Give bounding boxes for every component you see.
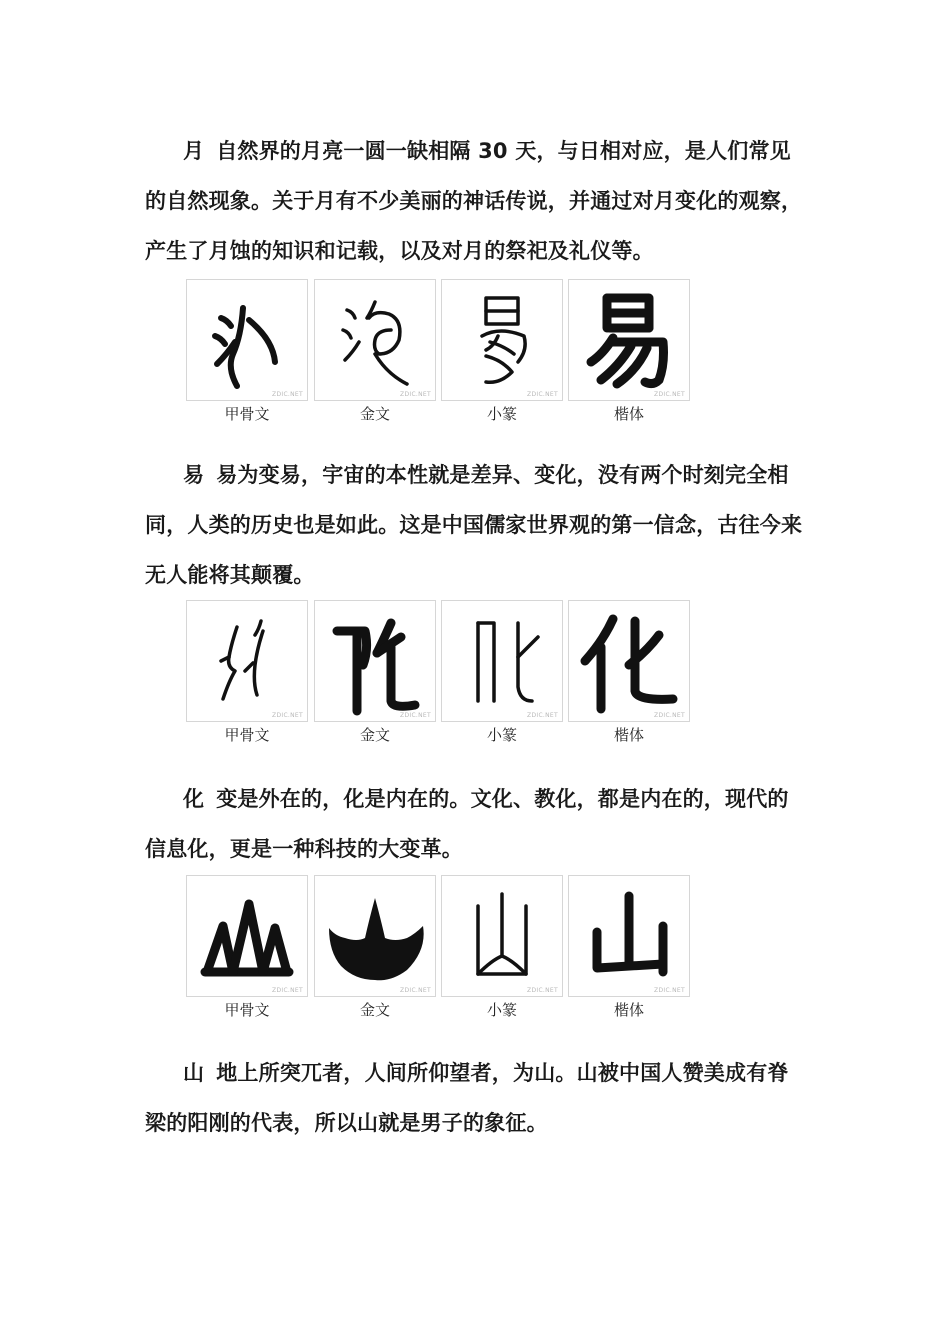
label-regular: 楷体 — [613, 1001, 644, 1019]
paragraph-yi — [145, 450, 805, 600]
paragraph-text: 变是外在的，化是内在的。文化、教化，都是内在的，现代的信息化，更是一种科技的大变革。 — [145, 787, 789, 861]
glyph-cell-seal — [441, 600, 563, 722]
glyph-cell-bronze — [314, 875, 436, 997]
glyph-cell-seal — [441, 279, 563, 401]
label-regular: 楷体 — [613, 405, 644, 423]
glyph-yi-regular — [569, 280, 689, 400]
glyph-strip-yi — [186, 279, 696, 429]
watermark: ZDIC.NET — [654, 712, 685, 719]
paragraph-text: 自然界的月亮一圆一缺相隔 30 天，与日相对应，是人们常见的自然现象。关于月有不少美丽的神话传说，并通过对月变化的观察，产生了月蚀的知识和记载，以及对月的祭祀及礼仪等。 — [145, 139, 803, 263]
watermark: ZDIC.NET — [654, 987, 685, 994]
watermark: ZDIC.NET — [400, 712, 431, 719]
paragraph-hua — [145, 774, 805, 874]
glyph-cell-regular — [568, 600, 690, 722]
paragraph-head-char: 化 — [183, 787, 205, 811]
paragraph-yue — [145, 126, 805, 276]
glyph-yi-bronze — [315, 280, 435, 400]
glyph-yi-seal — [442, 280, 562, 400]
watermark: ZDIC.NET — [400, 987, 431, 994]
paragraph-text: 易为变易，宇宙的本性就是差异、变化，没有两个时刻完全相同，人类的历史也是如此。这是中国儒家世界观的第一信念，古往今来无人能将其颠覆。 — [145, 463, 803, 587]
watermark: ZDIC.NET — [527, 987, 558, 994]
label-regular: 楷体 — [613, 726, 644, 744]
glyph-cell-oracle-bone — [186, 875, 308, 997]
glyph-shan-bronze — [315, 876, 435, 996]
glyph-hua-seal — [442, 601, 562, 721]
glyph-strip-hua — [186, 600, 696, 750]
paragraph-shan — [145, 1048, 805, 1148]
watermark: ZDIC.NET — [272, 391, 303, 398]
glyph-cell-oracle-bone — [186, 279, 308, 401]
label-seal: 小篆 — [486, 726, 517, 744]
glyph-cell-regular — [568, 279, 690, 401]
paragraph-head-char: 山 — [183, 1061, 205, 1085]
paragraph-head-char: 月 — [183, 139, 205, 163]
paragraph-head-char: 易 — [183, 463, 205, 487]
label-oracle-bone: 甲骨文 — [224, 1001, 270, 1019]
glyph-cell-oracle-bone — [186, 600, 308, 722]
glyph-hua-oracle-bone — [187, 601, 307, 721]
label-bronze: 金文 — [359, 1001, 390, 1019]
glyph-cell-regular — [568, 875, 690, 997]
glyph-hua-bronze — [315, 601, 435, 721]
glyph-shan-regular — [569, 876, 689, 996]
glyph-hua-regular — [569, 601, 689, 721]
label-seal: 小篆 — [486, 405, 517, 423]
watermark: ZDIC.NET — [272, 712, 303, 719]
glyph-cell-bronze — [314, 279, 436, 401]
label-oracle-bone: 甲骨文 — [224, 405, 270, 423]
watermark: ZDIC.NET — [527, 712, 558, 719]
glyph-cell-seal — [441, 875, 563, 997]
glyph-cell-bronze — [314, 600, 436, 722]
watermark: ZDIC.NET — [654, 391, 685, 398]
glyph-shan-seal — [442, 876, 562, 996]
label-bronze: 金文 — [359, 405, 390, 423]
watermark: ZDIC.NET — [527, 391, 558, 398]
glyph-yi-oracle-bone — [187, 280, 307, 400]
label-bronze: 金文 — [359, 726, 390, 744]
watermark: ZDIC.NET — [400, 391, 431, 398]
watermark: ZDIC.NET — [272, 987, 303, 994]
label-oracle-bone: 甲骨文 — [224, 726, 270, 744]
label-seal: 小篆 — [486, 1001, 517, 1019]
glyph-strip-shan — [186, 875, 696, 1025]
paragraph-text: 地上所突兀者，人间所仰望者，为山。山被中国人赞美成有脊梁的阳刚的代表，所以山就是男子的象征。 — [145, 1061, 789, 1135]
glyph-shan-oracle-bone — [187, 876, 307, 996]
